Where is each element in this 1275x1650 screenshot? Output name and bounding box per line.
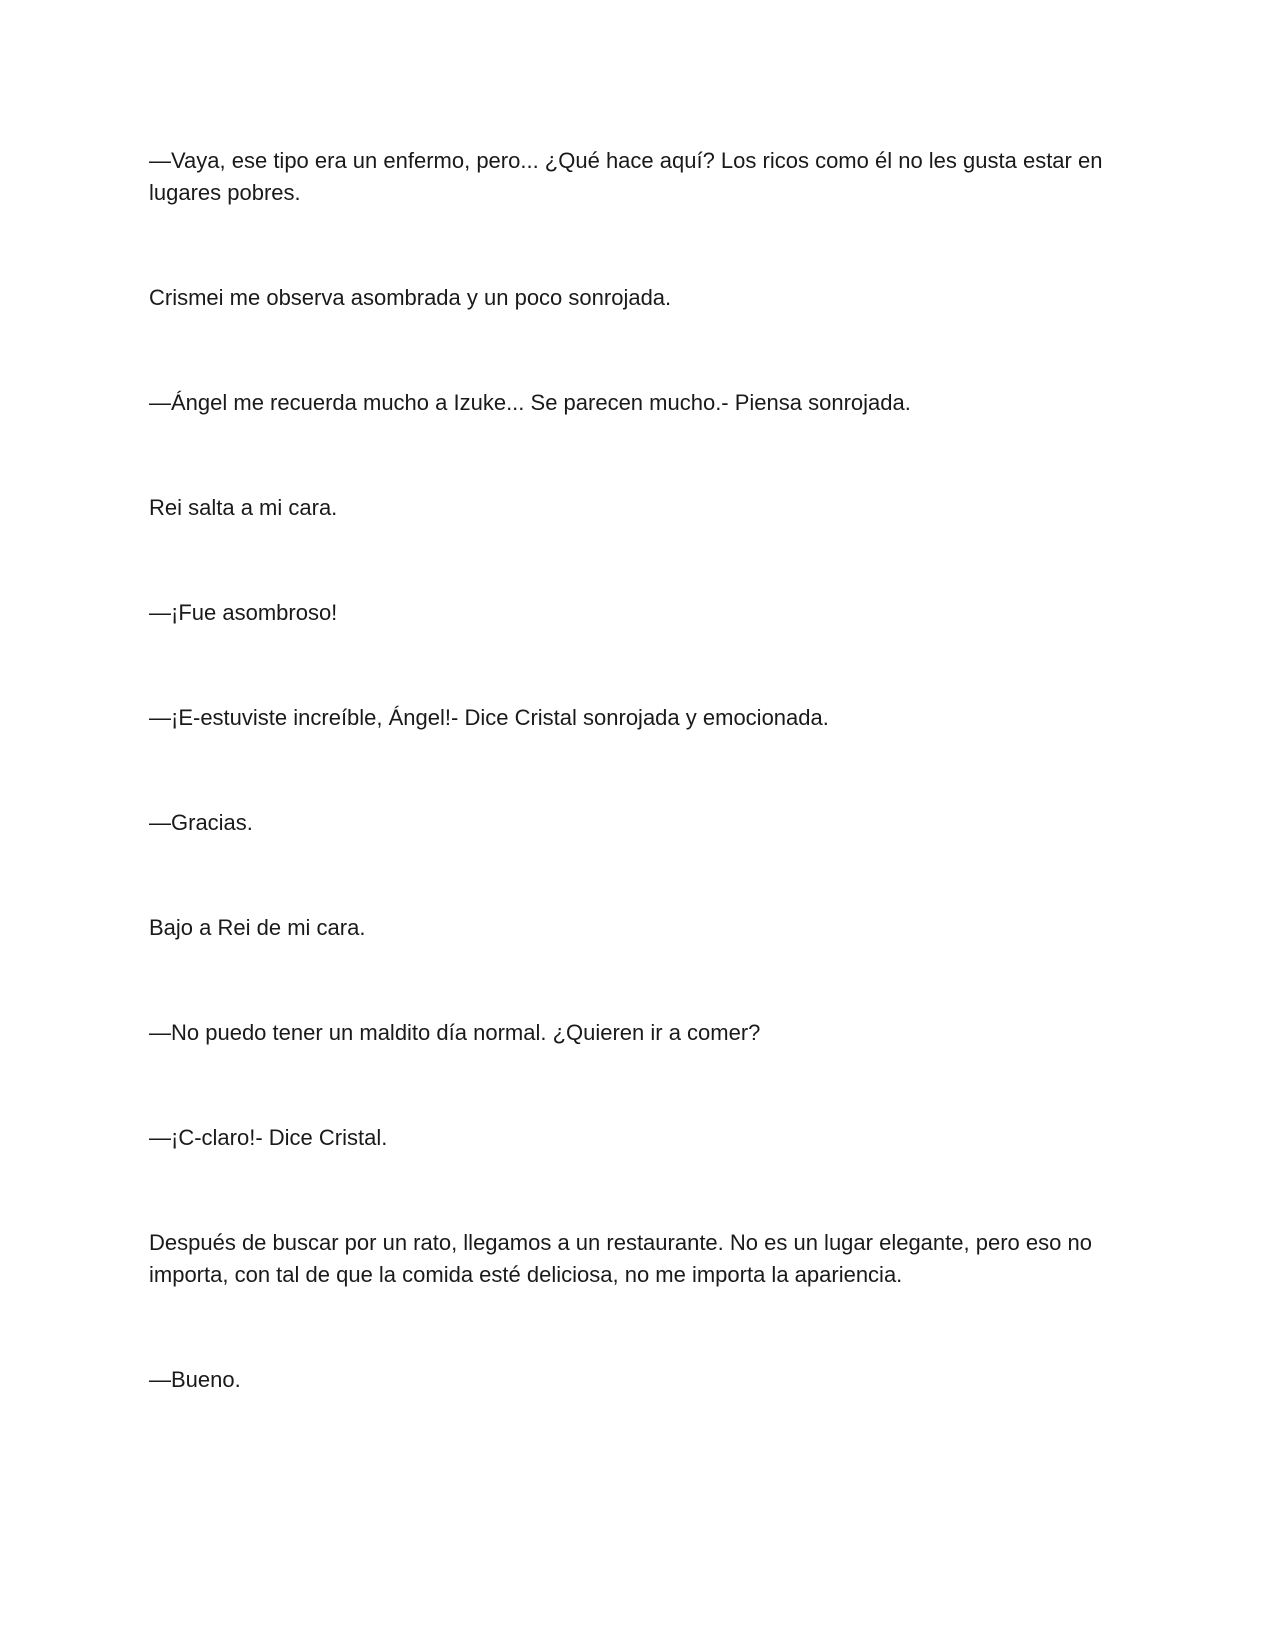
paragraph: Después de buscar por un rato, llegamos a un restaurante. No es un lugar elegante, pero eso no importa, con tal de que la comida esté deliciosa, no me importa la apariencia. [149, 1230, 1092, 1287]
paragraph: Crismei me observa asombrada y un poco sonrojada. [149, 285, 672, 310]
paragraph: —¡Fue asombroso! [149, 600, 338, 625]
paragraph: Rei salta a mi cara. [149, 495, 338, 520]
paragraph: Bajo a Rei de mi cara. [149, 915, 366, 940]
document-body [149, 145, 1134, 1396]
paragraph: —No puedo tener un maldito día normal. ¿Quieren ir a comer? [149, 1020, 761, 1045]
paragraph: —Gracias. [149, 810, 253, 835]
paragraph: —Bueno. [149, 1367, 241, 1392]
paragraph: —¡E-estuviste increíble, Ángel!- Dice Cristal sonrojada y emocionada. [149, 705, 829, 730]
paragraph: —Vaya, ese tipo era un enfermo, pero... ¿Qué hace aquí? Los ricos como él no les gusta estar en lugares pobres. [149, 148, 1103, 205]
paragraph: —Ángel me recuerda mucho a Izuke... Se parecen mucho.- Piensa sonrojada. [149, 390, 911, 415]
paragraph: —¡C-claro!- Dice Cristal. [149, 1125, 388, 1150]
